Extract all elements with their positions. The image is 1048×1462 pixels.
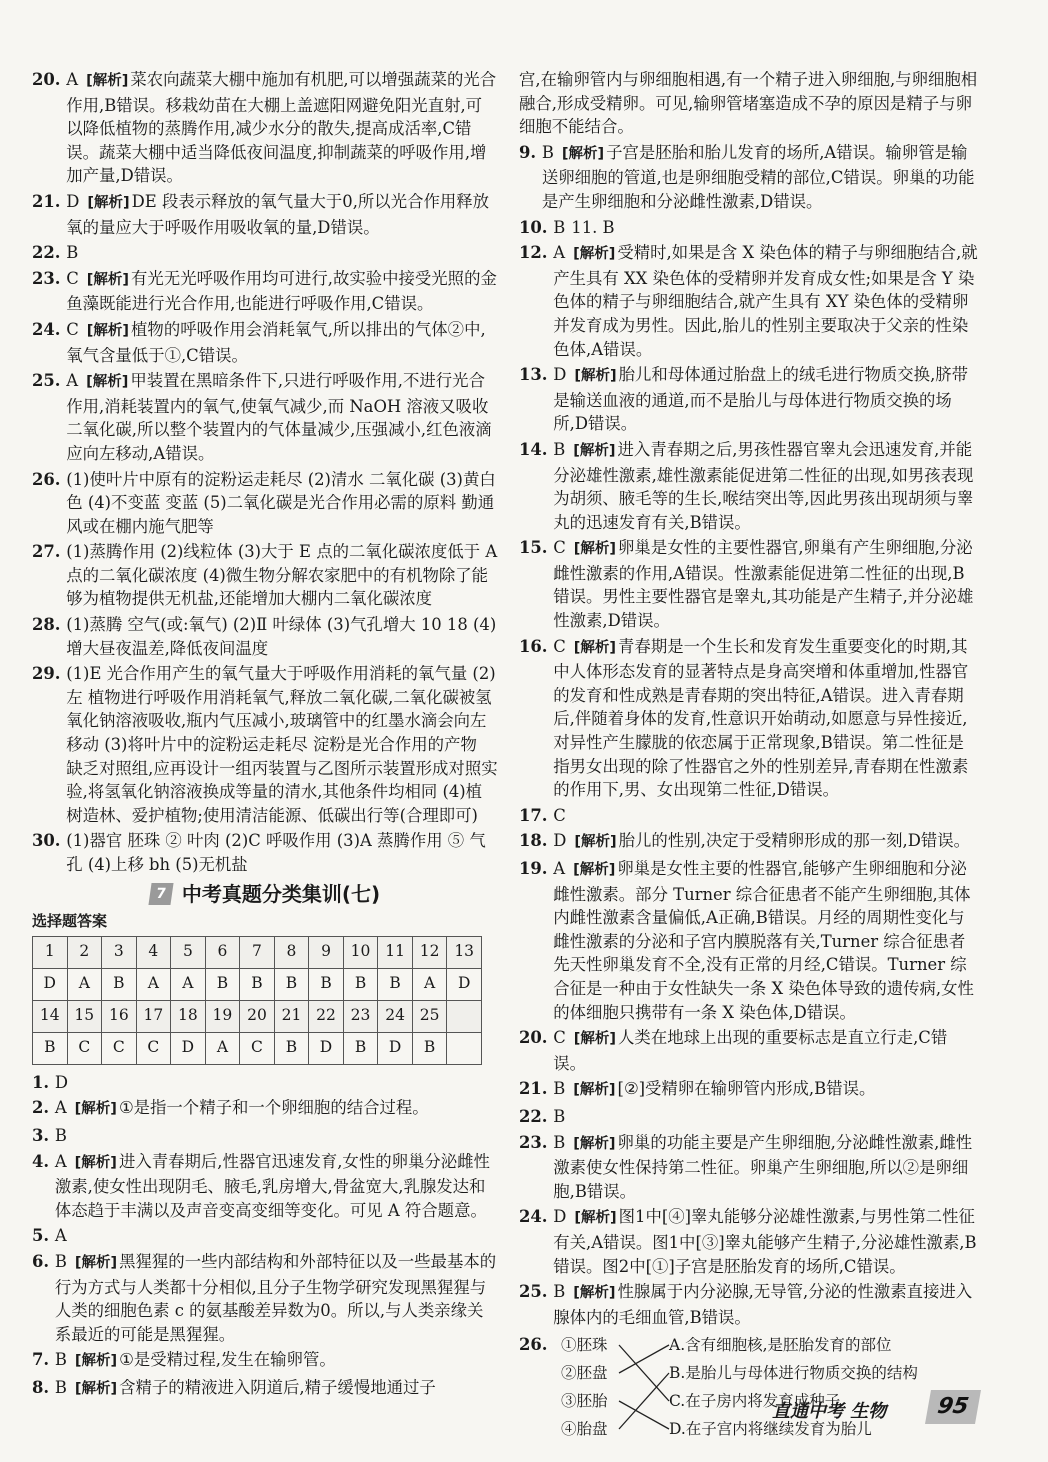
- answer-item: [32, 190, 498, 239]
- grid-label: 选择题答案: [32, 912, 108, 931]
- grid-cell: 21: [274, 1000, 309, 1032]
- item-body: [55, 1224, 498, 1248]
- answer-item: [32, 1376, 498, 1402]
- answer-item: [519, 241, 979, 361]
- item-body: [553, 1280, 979, 1329]
- grid-question-numbers: [33, 936, 482, 968]
- answer-item: [32, 1124, 498, 1148]
- item-number: 24.: [32, 319, 67, 339]
- item-answer: D: [553, 831, 567, 851]
- item-answer: B: [66, 243, 79, 263]
- answer-item: [32, 241, 498, 265]
- item-text: 菜农向蔬菜大棚中施加有机肥,可以增强蔬菜的光合作用,B错误。移栽幼苗在大棚上盖遮阳网避免阳光直射,可以降低植物的蒸腾作用,减少水分的散失,提高成活率,C错误。蔬菜大棚中适当降低夜间温度,抑制蔬菜的呼吸作用,增加产量,D错误。: [66, 70, 497, 186]
- answer-list-part2: [32, 1071, 498, 1402]
- grid-cell: D: [447, 968, 482, 1000]
- matching-question: [519, 1331, 959, 1447]
- answer-item: [519, 635, 979, 802]
- item-body: [553, 1105, 979, 1129]
- item-text: (1)蒸腾作用 (2)线粒体 (3)大于 E 点的二氧化碳浓度低于 A 点的二氧化碳浓度 (4)微生物分解农家肥中的有机物除了能够为植物提供无机盐,还能增加大棚内二氧化碳浓度: [66, 542, 498, 609]
- item-body: [553, 536, 979, 632]
- analysis-tag: [解析]: [573, 442, 616, 459]
- item-text: (1)器官 胚珠 ② 叶肉 (2)C 呼吸作用 (3)A 蒸腾作用 ⑤ 气孔 (4)上移 bh (5)无机盐: [66, 831, 486, 874]
- item-answer: B: [553, 217, 566, 237]
- item-body: [55, 1124, 498, 1148]
- analysis-tag: [解析]: [573, 862, 616, 878]
- item-answer: D: [553, 365, 567, 385]
- analysis-tag: [解析]: [573, 1285, 616, 1302]
- item-body: [553, 1205, 979, 1278]
- item-number: 23.: [519, 1132, 554, 1152]
- grid-cell: D: [378, 1032, 413, 1064]
- grid-cell: C: [67, 1032, 102, 1064]
- item-body: [542, 141, 979, 214]
- grid-cell: B: [274, 1032, 309, 1064]
- item-body: [553, 829, 979, 855]
- grid-cell: 3: [102, 936, 137, 968]
- item-number: 28.: [32, 615, 67, 635]
- item-text: 卵巢的功能主要是产生卵细胞,分泌雌性激素,雌性激素使女性保持第二性征。卵巢产生卵细胞,所以②是卵细胞,B错误。: [553, 1132, 973, 1201]
- grid-cell: B: [343, 968, 378, 1000]
- answer-item: [32, 1224, 498, 1248]
- analysis-tag: [解析]: [574, 1210, 617, 1227]
- answer-item: [32, 1071, 498, 1095]
- item-number: 23.: [32, 268, 67, 288]
- grid-cell: 23: [343, 1000, 378, 1032]
- analysis-tag: [解析]: [573, 246, 616, 263]
- item-text: ①是受精过程,发生在输卵管。: [119, 1350, 336, 1370]
- answer-item: [32, 68, 498, 188]
- item-number: 24.: [519, 1207, 554, 1227]
- item-body: [66, 267, 498, 316]
- matching-right-item: B.是胎儿与母体进行物质交换的结构: [669, 1364, 918, 1383]
- item-body: [519, 68, 979, 139]
- grid-cell: 7: [240, 936, 275, 968]
- item-number: 3.: [32, 1125, 55, 1145]
- item-body: [66, 540, 498, 611]
- item-text: 甲装置在黑暗条件下,只进行呼吸作用,不进行光合作用,消耗装置内的氧气,使氧气减少,而 NaOH 溶液又吸收二氧化碳,所以整个装置内的气体量减少,压强减小,红色液滴应向左移动,A错误。: [66, 371, 492, 463]
- grid-cell: 14: [33, 1000, 68, 1032]
- item-text: 胎儿和母体通过胎盘上的绒毛进行物质交换,脐带是输送血液的通道,而不是胎儿与母体进行物质交换的场所,D错误。: [553, 365, 969, 434]
- answer-item: [519, 216, 979, 240]
- item-answer: A: [553, 243, 566, 263]
- answer-item: [519, 1280, 979, 1329]
- item-number: 19.: [519, 859, 554, 878]
- item-text: 宫,在输卵管内与卵细胞相遇,有一个精子进入卵细胞,与卵细胞相融合,形成受精卵。可见,输卵管堵塞造成不孕的原因是精子与卵细胞不能结合。: [519, 70, 978, 137]
- item-number: 9.: [519, 142, 542, 162]
- item-body: [66, 662, 498, 827]
- grid-cell: C: [136, 1032, 171, 1064]
- item-number: 25.: [519, 1282, 554, 1302]
- grid-cell: [447, 1000, 482, 1032]
- grid-cell: 11: [378, 936, 413, 968]
- answer-item: [519, 1077, 979, 1103]
- item-answer: B: [54, 1251, 67, 1271]
- grid-cell: B: [240, 968, 275, 1000]
- grid-cell: A: [136, 968, 171, 1000]
- grid-cell: [447, 1032, 482, 1064]
- answer-item: [519, 804, 979, 828]
- grid-cell: 15: [67, 1000, 102, 1032]
- item-body: [66, 468, 498, 539]
- analysis-tag: [解析]: [573, 639, 617, 656]
- grid-question-numbers: [33, 1000, 482, 1032]
- item-answer: C: [553, 636, 566, 656]
- answer-item: [32, 1096, 498, 1122]
- item-answer: A: [66, 70, 79, 89]
- item-text: 图1中[④]睾丸能够分泌雄性激素,与男性第二性征有关,A错误。图1中[③]睾丸能够产生精子,分泌雄性激素,B错误。图2中[①]子宫是胚胎发育的场所,C错误。: [553, 1207, 977, 1276]
- grid-cell: 2: [67, 936, 102, 968]
- item-number: 30.: [32, 831, 67, 851]
- item-body: [553, 1026, 979, 1075]
- grid-cell: 5: [171, 936, 206, 968]
- analysis-tag: [解析]: [573, 1031, 617, 1048]
- grid-cell: 25: [412, 1000, 447, 1032]
- matching-right-item: C.在子房内将发育成种子: [669, 1392, 841, 1411]
- matching-line: [619, 1373, 669, 1429]
- item-number: 18.: [519, 831, 554, 851]
- item-text: 受精时,如果是含 X 染色体的精子与卵细胞结合,就产生具有 XX 染色体的受精卵并发育成女性;如果是含 Y 染色体的精子与卵细胞结合,就产生具有 XY 染色体的受精卵并发育成为男性。因此,胎儿的性别主要取决于父亲的性染色体,A错误。: [553, 243, 978, 359]
- item-number: 21.: [32, 191, 67, 211]
- item-body: [553, 1131, 979, 1204]
- grid-answers: [33, 968, 482, 1000]
- grid-cell: 9: [309, 936, 344, 968]
- item-answer: B: [541, 142, 554, 162]
- matching-left-list: [561, 1331, 608, 1443]
- item-number: 29.: [32, 664, 67, 684]
- analysis-tag: [解析]: [74, 1101, 117, 1118]
- grid-cell: 18: [171, 1000, 206, 1032]
- answer-list-part1: [32, 68, 498, 877]
- grid-cell: 12: [412, 936, 447, 968]
- item-number: 2.: [32, 1098, 55, 1118]
- item-number: 21.: [519, 1079, 554, 1099]
- answer-item: [519, 141, 979, 214]
- grid-cell: B: [205, 968, 240, 1000]
- item-body: [66, 318, 498, 367]
- item-text: (1)使叶片中原有的淀粉运走耗尽 (2)清水 二氧化碳 (3)黄白色 (4)不变蓝 变蓝 (5)二氧化碳是光合作用必需的原料 勤通风或在棚内施气肥等: [66, 469, 496, 536]
- grid-cell: A: [67, 968, 102, 1000]
- item-answer: A: [54, 1226, 67, 1246]
- item-number: 20.: [519, 1028, 554, 1048]
- answer-item: [32, 267, 498, 316]
- item-answer: A: [553, 859, 566, 878]
- item-body: [553, 438, 979, 534]
- matching-right-item: D.在子宫内将继续发育为胎儿: [669, 1420, 872, 1439]
- grid-cell: B: [309, 968, 344, 1000]
- section-title: 中考真题分类集训(七): [181, 881, 381, 906]
- item-body: [55, 1071, 498, 1095]
- answer-item: [32, 1250, 498, 1346]
- answer-item: [519, 1131, 979, 1204]
- item-number: 7.: [32, 1350, 55, 1370]
- page-number: 95: [925, 1390, 981, 1424]
- item-answer: B: [54, 1377, 67, 1397]
- answer-item: [519, 1105, 979, 1129]
- grid-cell: 22: [309, 1000, 344, 1032]
- grid-cell: B: [274, 968, 309, 1000]
- item-number: 10.: [519, 217, 554, 237]
- item-number: 1.: [32, 1072, 55, 1092]
- item-number: 26.: [32, 469, 67, 489]
- item-number: 13.: [519, 365, 554, 385]
- answer-item: [32, 369, 498, 465]
- item-text: 性腺属于内分泌腺,无导管,分泌的性激素直接进入腺体内的毛细血管,B错误。: [553, 1282, 973, 1327]
- item-number: 5.: [32, 1226, 55, 1246]
- answer-item: [519, 857, 979, 1024]
- grid-cell: 6: [205, 936, 240, 968]
- item-body: [553, 857, 979, 1024]
- grid-cell: 4: [136, 936, 171, 968]
- analysis-tag: [解析]: [86, 271, 130, 288]
- item-text: 进入青春期之后,男孩性器官睾丸会迅速发育,并能分泌雄性激素,雄性激素能促进第二性征的出现,如男孩表现为胡须、腋毛等的生长,喉结突出等,因此男孩出现胡须与睾丸的迅速发育有关,B错误。: [553, 439, 974, 532]
- matching-left-item: ④胎盘: [561, 1420, 608, 1439]
- footer-book-title: 直通中考 生物: [772, 1401, 887, 1422]
- analysis-tag: [解析]: [86, 73, 129, 89]
- analysis-tag: [解析]: [74, 1380, 118, 1397]
- answer-item: [32, 662, 498, 827]
- item-answer: B: [553, 1132, 566, 1152]
- item-answer: A: [54, 1151, 67, 1171]
- grid-cell: 17: [136, 1000, 171, 1032]
- right-column: [519, 68, 979, 1447]
- item-number: 20.: [32, 70, 67, 89]
- item-body: [55, 1150, 498, 1223]
- grid-cell: 1: [33, 936, 68, 968]
- item-number: 4.: [32, 1151, 55, 1171]
- item-text: DE 段表示释放的氧气量大于0,所以光合作用释放氧的量应大于呼吸作用吸收氧的量,D错误。: [66, 191, 490, 237]
- item-body: [553, 363, 979, 436]
- answer-item: [32, 829, 498, 876]
- answer-item: [519, 1026, 979, 1075]
- item-answer: B: [54, 1125, 67, 1145]
- grid-cell: D: [171, 1032, 206, 1064]
- item-number: 27.: [32, 542, 67, 562]
- left-column: [32, 68, 498, 1404]
- item-text: 植物的呼吸作用会消耗氧气,所以排出的气体②中,氧气含量低于①,C错误。: [66, 319, 486, 365]
- grid-cell: 16: [102, 1000, 137, 1032]
- grid-cell: 13: [447, 936, 482, 968]
- item-body: [55, 1096, 498, 1122]
- item-text: (1)蒸腾 空气(或:氧气) (2)Ⅱ 叶绿体 (3)气孔增大 10 18 (4)增大昼夜温差,降低夜间温度: [66, 615, 497, 658]
- item-body: [66, 68, 498, 188]
- item-number: 22.: [519, 1106, 554, 1126]
- item-body: [66, 613, 498, 660]
- item-number: 17.: [519, 805, 554, 825]
- item-text: 含精子的精液进入阴道后,精子缓慢地通过子: [119, 1377, 436, 1397]
- analysis-tag: [解析]: [74, 1254, 118, 1271]
- grid-cell: 19: [205, 1000, 240, 1032]
- matching-line: [619, 1345, 669, 1373]
- grid-cell: C: [102, 1032, 137, 1064]
- grid-cell: 10: [343, 936, 378, 968]
- answer-item: [519, 363, 979, 436]
- item-answer: D: [66, 191, 80, 211]
- item-body: [553, 241, 979, 361]
- analysis-tag: [解析]: [573, 1082, 616, 1099]
- item-text: 人类在地球上出现的重要标志是直立行走,C错误。: [553, 1028, 948, 1073]
- item-text: (1)E 光合作用产生的氧气量大于呼吸作用消耗的氧气量 (2)左 植物进行呼吸作用消耗氧气,释放二氧化碳,二氧化碳被氢氧化钠溶液吸收,瓶内气压减小,玻璃管中的红墨水滴会向左移动 (3)将叶片中的淀粉运走耗尽 淀粉是光合作用的产物 缺乏对照组,应再设计一组丙装置与乙图所示装置形成对照实验,将氢氧化钠溶液换成等量的清水,其他条件均相同 (4)植树造林、爱护植物;使用清洁能源、低碳出行等(合理即可): [66, 664, 498, 825]
- matching-right-list: [669, 1331, 918, 1443]
- analysis-tag: [解析]: [574, 834, 617, 851]
- answer-item: [519, 1205, 979, 1278]
- answer-item: [32, 613, 498, 660]
- item-body: [553, 804, 979, 828]
- item-body: [66, 241, 498, 265]
- grid-cell: 20: [240, 1000, 275, 1032]
- answer-item: [32, 468, 498, 539]
- item-number: 26.: [519, 1335, 548, 1355]
- item-text: 卵巢是女性的主要性器官,卵巢有产生卵细胞,分泌雌性激素的作用,A错误。性激素能促进第二性征的出现,B错误。男性主要性器官是睾丸,其功能是产生精子,并分泌雄性激素,D错误。: [553, 538, 974, 631]
- analysis-tag: [解析]: [573, 1135, 616, 1152]
- answer-item: [32, 1348, 498, 1374]
- item-body: [55, 1250, 498, 1346]
- item-body: [553, 635, 979, 802]
- item-number: 22.: [32, 243, 67, 263]
- item-answer: B: [553, 1282, 566, 1302]
- answer-item: [519, 536, 979, 632]
- analysis-tag: [解析]: [86, 322, 130, 339]
- grid-cell: B: [412, 1032, 447, 1064]
- grid-cell: 24: [378, 1000, 413, 1032]
- item-text: 子宫是胚胎和胎儿发育的场所,A错误。输卵管是输送卵细胞的管道,也是卵细胞受精的部位,C错误。卵巢的功能是产生卵细胞和分泌雌性激素,D错误。: [541, 142, 975, 211]
- analysis-tag: [解析]: [86, 374, 129, 391]
- item-number: 12.: [519, 243, 554, 263]
- choice-answer-grid: [32, 936, 482, 1065]
- analysis-tag: [解析]: [87, 194, 130, 211]
- item-answer: B: [553, 439, 566, 459]
- answer-item: [519, 438, 979, 534]
- item-text: 11. B: [571, 217, 615, 237]
- grid-cell: B: [33, 1032, 68, 1064]
- item-body: [553, 216, 979, 240]
- item-body: [55, 1376, 498, 1402]
- grid-cell: D: [309, 1032, 344, 1064]
- item-answer: A: [54, 1098, 67, 1118]
- item-answer: B: [54, 1350, 67, 1370]
- analysis-tag: [解析]: [574, 368, 617, 385]
- item-text: [②]受精卵在输卵管内形成,B错误。: [617, 1079, 876, 1099]
- item-body: [66, 369, 498, 465]
- matching-left-item: ②胚盘: [561, 1364, 608, 1383]
- analysis-tag: [解析]: [74, 1353, 118, 1370]
- grid-cell: B: [102, 968, 137, 1000]
- item-answer: B: [553, 1079, 566, 1099]
- item-answer: D: [54, 1072, 68, 1092]
- answer-item: [519, 829, 979, 855]
- matching-left-item: ①胚珠: [561, 1336, 608, 1355]
- item-answer: C: [553, 805, 566, 825]
- item-number: 16.: [519, 636, 554, 656]
- analysis-tag: [解析]: [573, 541, 617, 558]
- grid-cell: A: [412, 968, 447, 1000]
- grid-cell: D: [33, 968, 68, 1000]
- item-number: 25.: [32, 371, 67, 391]
- item-number: 6.: [32, 1251, 55, 1271]
- matching-left-item: ③胚胎: [561, 1392, 608, 1411]
- item-text: 有光无光呼吸作用均可进行,故实验中接受光照的金鱼藻既能进行光合作用,也能进行呼吸作用,C错误。: [66, 268, 497, 314]
- section-badge: 7: [148, 883, 173, 905]
- matching-right-item: A.含有细胞核,是胚胎发育的部位: [669, 1336, 892, 1355]
- item-text: 胎儿的性别,决定于受精卵形成的那一刻,D错误。: [618, 831, 971, 851]
- answer-item: [32, 1150, 498, 1223]
- grid-cell: A: [171, 968, 206, 1000]
- grid-cell: B: [378, 968, 413, 1000]
- grid-cell: A: [205, 1032, 240, 1064]
- item-number: 14.: [519, 439, 554, 459]
- item-answer: B: [553, 1106, 566, 1126]
- answer-item: [32, 540, 498, 611]
- answer-item: [32, 318, 498, 367]
- item-text: 黑猩猩的一些内部结构和外部特征以及一些最基本的行为方式与人类都十分相似,且分子生物学研究发现黑猩猩与人类的细胞色素 c 的氨基酸差异数为0。所以,与人类亲缘关系最近的可能是黑猩猩。: [54, 1251, 497, 1344]
- item-text: ①是指一个精子和一个卵细胞的结合过程。: [118, 1098, 429, 1118]
- matching-line: [619, 1401, 669, 1429]
- item-body: [66, 829, 498, 876]
- section-header: [32, 883, 498, 907]
- item-text: 青春期是一个生长和发育发生重要变化的时期,其中人体形态发育的显著特点是身高突增和体重增加,性器官的发育和性成熟是青春期的突出特征,A错误。进入青春期后,伴随着身体的发育,性意识开始萌动,如愿意与异性接近,对异性产生朦胧的依恋属于正常现象,B错误。第二性征是指男女出现的除了性器官之外的性别差异,青春期在性激素的作用下,男、女出现第二性征,D错误。: [553, 636, 969, 800]
- item-number: 15.: [519, 538, 554, 558]
- analysis-tag: [解析]: [74, 1154, 117, 1171]
- item-text: 卵巢是女性主要的性器官,能够产生卵细胞和分泌雌性激素。部分 Turner 综合征患者不能产生卵细胞,其体内雌性激素含量偏低,A正确,B错误。月经的周期性变化与雌性激素的分泌和子宫内膜脱落有关,Turner 综合征患者先天性卵巢发育不全,没有正常的月经,C错误。Turner 综合征是一种由于女性缺失一条 X 染色体导致的遗传病,女性的体细胞只携带有一条 X 染色体,D错误。: [553, 859, 974, 1022]
- grid-answers: [33, 1032, 482, 1064]
- item-body: [66, 190, 498, 239]
- matching-line: [619, 1345, 669, 1401]
- item-answer: C: [66, 319, 79, 339]
- grid-cell: 8: [274, 936, 309, 968]
- item-answer: C: [553, 538, 566, 558]
- grid-cell: B: [343, 1032, 378, 1064]
- item-body: [553, 1077, 979, 1103]
- item-answer: C: [553, 1028, 566, 1048]
- item-number: 8.: [32, 1377, 55, 1397]
- answer-list-right: [519, 68, 979, 1329]
- analysis-tag: [解析]: [561, 145, 605, 162]
- item-text: 进入青春期后,性器官迅速发育,女性的卵巢分泌雌性激素,使女性出现阴毛、腋毛,乳房增大,骨盆宽大,乳腺发达和体态趋于丰满以及声音变高变细等变化。可见 A 符合题意。: [54, 1151, 490, 1220]
- item-body: [55, 1348, 498, 1374]
- item-answer: D: [553, 1207, 567, 1227]
- answer-item: [519, 68, 979, 139]
- item-answer: C: [66, 268, 79, 288]
- grid-cell: C: [240, 1032, 275, 1064]
- item-answer: A: [66, 371, 79, 391]
